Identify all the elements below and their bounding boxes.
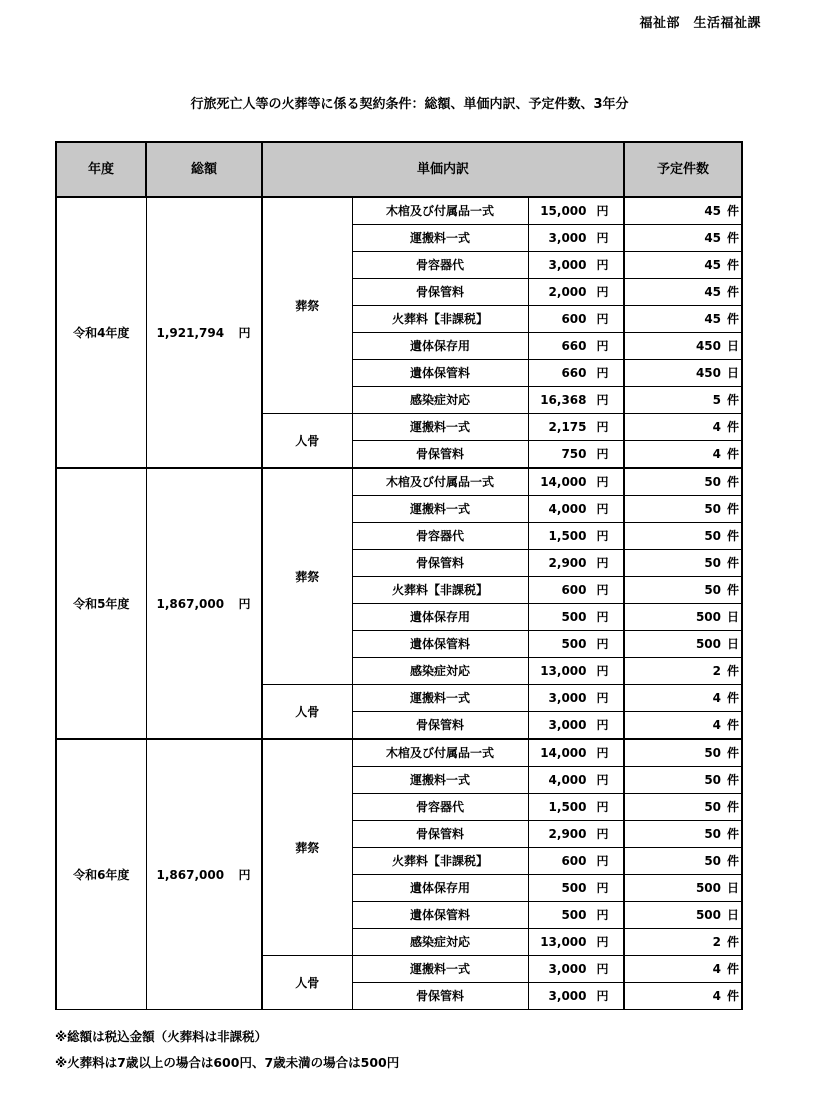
quantity-unit: 件 [727, 258, 740, 272]
item-name: 運搬料一式 [352, 767, 528, 794]
quantity-cell [624, 929, 742, 956]
price-cell [528, 279, 624, 306]
item-name: 火葬料【非課税】 [352, 577, 528, 604]
total-cell [146, 197, 262, 468]
price-cell [528, 468, 624, 496]
price-unit: 円 [596, 393, 609, 407]
item-name: 遺体保存用 [352, 604, 528, 631]
quantity-unit: 件 [727, 989, 740, 1003]
unit-price: 13,000 [540, 664, 587, 678]
item-name: 遺体保管料 [352, 902, 528, 929]
price-cell [528, 225, 624, 252]
price-cell [528, 550, 624, 577]
table-row [56, 197, 742, 225]
quantity-value: 500 [695, 908, 722, 922]
notes [55, 1027, 399, 1079]
price-cell [528, 739, 624, 767]
quantity-unit: 日 [727, 339, 740, 353]
quantity-cell [624, 550, 742, 577]
quantity-cell [624, 306, 742, 333]
price-unit: 円 [596, 637, 609, 651]
item-name: 骨保管料 [352, 441, 528, 469]
price-unit: 円 [596, 420, 609, 434]
total-amount: 1,867,000 [156, 867, 225, 882]
year-cell: 令和6年度 [56, 739, 146, 1010]
unit-price: 13,000 [540, 935, 587, 949]
price-cell [528, 875, 624, 902]
price-unit: 円 [596, 231, 609, 245]
unit-price: 2,175 [548, 420, 587, 434]
quantity-cell [624, 631, 742, 658]
price-cell [528, 523, 624, 550]
quantity-unit: 日 [727, 881, 740, 895]
unit-price: 4,000 [548, 773, 587, 787]
unit-price: 1,500 [548, 529, 587, 543]
quantity-unit: 件 [727, 800, 740, 814]
item-name: 骨容器代 [352, 523, 528, 550]
price-cell [528, 441, 624, 469]
price-unit: 円 [596, 718, 609, 732]
price-unit: 円 [596, 962, 609, 976]
table-body [56, 197, 742, 1010]
unit-price: 660 [561, 366, 587, 380]
quantity-unit: 件 [727, 962, 740, 976]
quantity-value: 500 [695, 610, 722, 624]
price-cell [528, 658, 624, 685]
quantity-unit: 日 [727, 366, 740, 380]
quantity-value: 50 [704, 529, 722, 543]
item-name: 感染症対応 [352, 929, 528, 956]
unit-price: 3,000 [548, 231, 587, 245]
unit-price: 600 [561, 312, 587, 326]
price-unit: 円 [596, 881, 609, 895]
item-name: 骨保管料 [352, 550, 528, 577]
quantity-cell [624, 523, 742, 550]
unit-price: 1,500 [548, 800, 587, 814]
unit-price: 500 [561, 881, 587, 895]
unit-price: 3,000 [548, 718, 587, 732]
group-cell: 人骨 [262, 414, 352, 469]
quantity-unit: 件 [727, 475, 740, 489]
unit-price: 500 [561, 637, 587, 651]
unit-price: 3,000 [548, 691, 587, 705]
column-header-breakdown: 単価内訳 [262, 142, 624, 197]
quantity-cell [624, 604, 742, 631]
price-unit: 円 [596, 773, 609, 787]
quantity-cell [624, 197, 742, 225]
quantity-value: 2 [712, 935, 722, 949]
item-name: 運搬料一式 [352, 225, 528, 252]
quantity-unit: 件 [727, 854, 740, 868]
price-cell [528, 333, 624, 360]
price-cell [528, 604, 624, 631]
item-name: 感染症対応 [352, 658, 528, 685]
price-unit: 円 [596, 339, 609, 353]
quantity-cell [624, 956, 742, 983]
total-unit: 円 [238, 325, 251, 340]
unit-price: 14,000 [540, 475, 587, 489]
quantity-value: 50 [704, 827, 722, 841]
quantity-value: 50 [704, 773, 722, 787]
item-name: 骨保管料 [352, 712, 528, 740]
column-header-total: 総額 [146, 142, 262, 197]
group-cell: 葬祭 [262, 197, 352, 414]
price-cell [528, 252, 624, 279]
unit-price: 15,000 [540, 204, 587, 218]
table-row [56, 468, 742, 496]
quantity-value: 45 [704, 285, 722, 299]
quantity-unit: 件 [727, 583, 740, 597]
quantity-value: 50 [704, 556, 722, 570]
price-cell [528, 821, 624, 848]
price-unit: 円 [596, 610, 609, 624]
quantity-unit: 件 [727, 393, 740, 407]
quantity-unit: 件 [727, 204, 740, 218]
price-cell [528, 306, 624, 333]
unit-price: 4,000 [548, 502, 587, 516]
quantity-value: 2 [712, 664, 722, 678]
quantity-value: 50 [704, 800, 722, 814]
quantity-unit: 件 [727, 502, 740, 516]
unit-price: 660 [561, 339, 587, 353]
total-unit: 円 [238, 596, 251, 611]
price-cell [528, 929, 624, 956]
item-name: 骨容器代 [352, 794, 528, 821]
price-cell [528, 360, 624, 387]
quantity-unit: 件 [727, 691, 740, 705]
unit-price: 3,000 [548, 989, 587, 1003]
quantity-value: 45 [704, 204, 722, 218]
note-tax: ※総額は税込金額（火葬料は非課税） [55, 1029, 268, 1044]
price-cell [528, 387, 624, 414]
quantity-cell [624, 387, 742, 414]
quantity-cell [624, 875, 742, 902]
price-cell [528, 577, 624, 604]
unit-price: 500 [561, 610, 587, 624]
quantity-cell [624, 577, 742, 604]
quantity-cell [624, 414, 742, 441]
item-name: 骨保管料 [352, 279, 528, 306]
price-unit: 円 [596, 285, 609, 299]
quantity-value: 45 [704, 258, 722, 272]
unit-price: 600 [561, 583, 587, 597]
quantity-cell [624, 468, 742, 496]
quantity-value: 450 [695, 339, 722, 353]
total-unit: 円 [238, 867, 251, 882]
quantity-value: 4 [712, 691, 722, 705]
price-cell [528, 197, 624, 225]
unit-price: 500 [561, 908, 587, 922]
quantity-unit: 件 [727, 746, 740, 760]
unit-price: 2,900 [548, 827, 587, 841]
quantity-unit: 日 [727, 908, 740, 922]
quantity-cell [624, 279, 742, 306]
price-unit: 円 [596, 800, 609, 814]
price-unit: 円 [596, 664, 609, 678]
item-name: 骨保管料 [352, 983, 528, 1010]
quantity-cell [624, 658, 742, 685]
quantity-cell [624, 767, 742, 794]
price-cell [528, 983, 624, 1010]
price-unit: 円 [596, 827, 609, 841]
quantity-cell [624, 360, 742, 387]
quantity-value: 4 [712, 989, 722, 1003]
quantity-cell [624, 333, 742, 360]
quantity-cell [624, 496, 742, 523]
price-unit: 円 [596, 366, 609, 380]
quantity-value: 4 [712, 718, 722, 732]
price-cell [528, 956, 624, 983]
table-header-row [56, 142, 742, 197]
quantity-unit: 件 [727, 285, 740, 299]
item-name: 遺体保存用 [352, 333, 528, 360]
price-cell [528, 794, 624, 821]
price-unit: 円 [596, 475, 609, 489]
group-cell: 葬祭 [262, 739, 352, 956]
price-unit: 円 [596, 204, 609, 218]
year-cell: 令和4年度 [56, 197, 146, 468]
unit-price: 750 [561, 447, 587, 461]
department-label: 福祉部 生活福祉課 [639, 16, 761, 31]
price-unit: 円 [596, 529, 609, 543]
item-name: 木棺及び付属品一式 [352, 739, 528, 767]
item-name: 火葬料【非課税】 [352, 848, 528, 875]
item-name: 感染症対応 [352, 387, 528, 414]
price-cell [528, 631, 624, 658]
item-name: 遺体保存用 [352, 875, 528, 902]
unit-price: 3,000 [548, 258, 587, 272]
quantity-cell [624, 225, 742, 252]
group-cell: 人骨 [262, 956, 352, 1010]
price-unit: 円 [596, 908, 609, 922]
price-unit: 円 [596, 312, 609, 326]
quantity-value: 5 [712, 393, 722, 407]
quantity-value: 50 [704, 475, 722, 489]
quantity-cell [624, 902, 742, 929]
note-cremation-fee: ※火葬料は7歳以上の場合は600円、7歳未満の場合は500円 [55, 1055, 400, 1070]
quantity-value: 500 [695, 881, 722, 895]
column-header-quantity: 予定件数 [624, 142, 742, 197]
item-name: 木棺及び付属品一式 [352, 468, 528, 496]
price-unit: 円 [596, 746, 609, 760]
table-row [56, 739, 742, 767]
unit-price: 3,000 [548, 962, 587, 976]
quantity-cell [624, 983, 742, 1010]
quantity-cell [624, 712, 742, 740]
unit-price: 14,000 [540, 746, 587, 760]
quantity-unit: 件 [727, 420, 740, 434]
price-unit: 円 [596, 583, 609, 597]
quantity-unit: 件 [727, 231, 740, 245]
price-cell [528, 712, 624, 740]
price-unit: 円 [596, 691, 609, 705]
total-amount: 1,867,000 [156, 596, 225, 611]
quantity-cell [624, 685, 742, 712]
quantity-value: 4 [712, 447, 722, 461]
quantity-value: 50 [704, 502, 722, 516]
quantity-cell [624, 794, 742, 821]
quantity-value: 50 [704, 854, 722, 868]
price-cell [528, 414, 624, 441]
quantity-unit: 件 [727, 827, 740, 841]
price-cell [528, 902, 624, 929]
price-unit: 円 [596, 935, 609, 949]
item-name: 運搬料一式 [352, 414, 528, 441]
quantity-unit: 日 [727, 637, 740, 651]
unit-price: 2,000 [548, 285, 587, 299]
total-cell [146, 468, 262, 739]
item-name: 火葬料【非課税】 [352, 306, 528, 333]
item-name: 運搬料一式 [352, 956, 528, 983]
item-name: 遺体保管料 [352, 631, 528, 658]
quantity-unit: 件 [727, 773, 740, 787]
item-name: 骨保管料 [352, 821, 528, 848]
price-cell [528, 685, 624, 712]
quantity-unit: 件 [727, 718, 740, 732]
year-cell: 令和5年度 [56, 468, 146, 739]
quantity-cell [624, 252, 742, 279]
quantity-value: 450 [695, 366, 722, 380]
price-cell [528, 767, 624, 794]
quantity-cell [624, 739, 742, 767]
price-cell [528, 848, 624, 875]
column-header-year: 年度 [56, 142, 146, 197]
unit-price: 2,900 [548, 556, 587, 570]
quantity-value: 4 [712, 962, 722, 976]
group-cell: 葬祭 [262, 468, 352, 685]
total-cell [146, 739, 262, 1010]
item-name: 運搬料一式 [352, 685, 528, 712]
quantity-unit: 日 [727, 610, 740, 624]
price-unit: 円 [596, 989, 609, 1003]
quantity-unit: 件 [727, 447, 740, 461]
document-title: 行旅死亡人等の火葬等に係る契約条件：総額、単価内訳、予定件数、3年分 [190, 97, 629, 112]
quantity-unit: 件 [727, 556, 740, 570]
unit-price: 600 [561, 854, 587, 868]
quantity-value: 500 [695, 637, 722, 651]
price-cell [528, 496, 624, 523]
group-cell: 人骨 [262, 685, 352, 740]
unit-price: 16,368 [540, 393, 587, 407]
item-name: 木棺及び付属品一式 [352, 197, 528, 225]
price-unit: 円 [596, 447, 609, 461]
quantity-value: 50 [704, 583, 722, 597]
quantity-value: 4 [712, 420, 722, 434]
price-unit: 円 [596, 258, 609, 272]
quantity-unit: 件 [727, 312, 740, 326]
quantity-value: 45 [704, 231, 722, 245]
quantity-unit: 件 [727, 664, 740, 678]
price-unit: 円 [596, 854, 609, 868]
price-unit: 円 [596, 556, 609, 570]
quantity-cell [624, 821, 742, 848]
quantity-cell [624, 441, 742, 469]
total-amount: 1,921,794 [156, 325, 225, 340]
quantity-cell [624, 848, 742, 875]
item-name: 運搬料一式 [352, 496, 528, 523]
contract-table [55, 141, 743, 1010]
price-unit: 円 [596, 502, 609, 516]
quantity-unit: 件 [727, 935, 740, 949]
item-name: 骨容器代 [352, 252, 528, 279]
quantity-value: 50 [704, 746, 722, 760]
quantity-value: 45 [704, 312, 722, 326]
item-name: 遺体保管料 [352, 360, 528, 387]
quantity-unit: 件 [727, 529, 740, 543]
